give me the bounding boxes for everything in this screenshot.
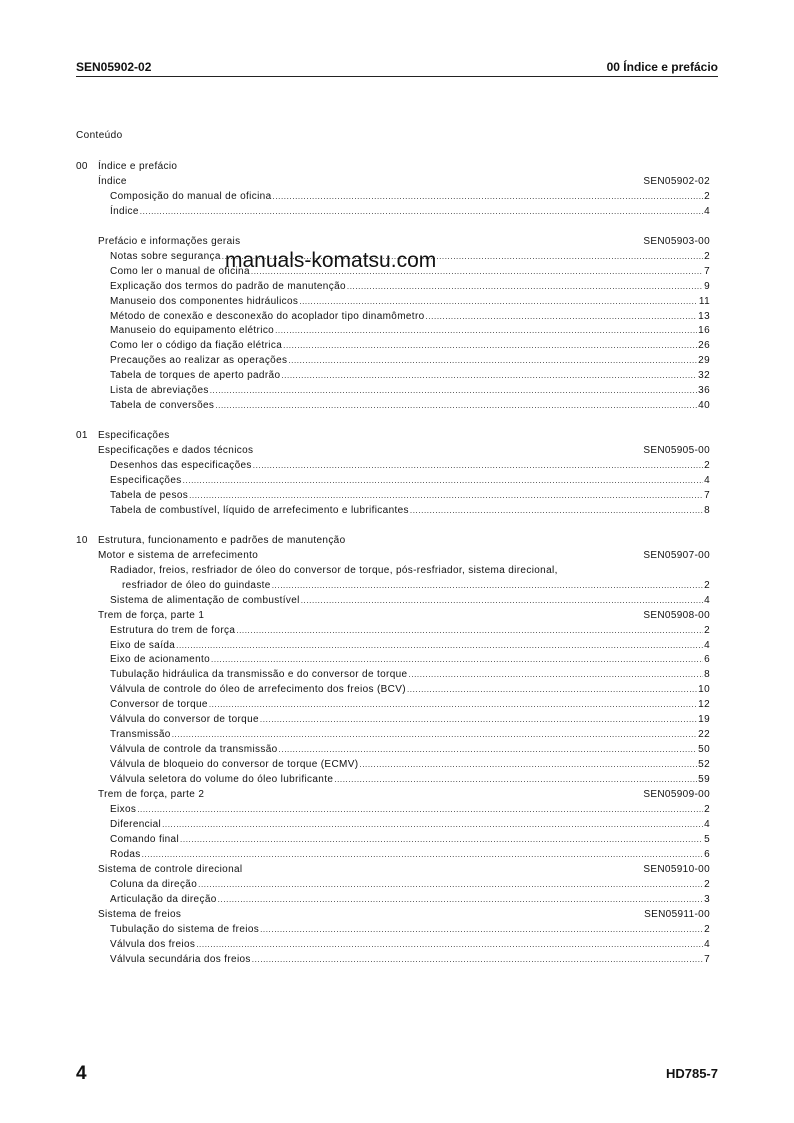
entry-title: Explicação dos termos do padrão de manutenção: [110, 280, 346, 292]
page-ref: 2: [704, 579, 710, 591]
section-number: 00: [76, 161, 88, 172]
dot-leader: [176, 639, 703, 654]
entry-title: Transmissão: [110, 729, 171, 741]
toc-entry[interactable]: [76, 818, 710, 833]
dot-leader: [279, 743, 698, 758]
entry-title: Desenhos das especificações: [110, 460, 252, 472]
toc-entry[interactable]: [76, 653, 710, 668]
section-title: 00 Índice e prefácio: [606, 60, 718, 74]
entry-title: Válvula dos freios: [110, 938, 196, 950]
toc-heading: [76, 429, 710, 444]
page-header: [76, 59, 718, 77]
entry-title: Válvula secundária dos freios: [110, 953, 251, 965]
model-name: HD785-7: [665, 1066, 718, 1081]
entry-title: Como ler o manual de oficina: [110, 265, 250, 277]
page-ref: 10: [698, 684, 710, 696]
dot-leader: [189, 489, 703, 504]
page-ref: 4: [704, 639, 710, 651]
toc-entry[interactable]: [76, 758, 710, 773]
page-ref: 4: [704, 938, 710, 950]
page-number: 4: [76, 1063, 87, 1084]
page-ref: 6: [704, 654, 710, 666]
toc-heading: [76, 549, 710, 564]
toc-entry[interactable]: [76, 354, 710, 369]
toc-entry[interactable]: [76, 205, 710, 220]
contents-title: Conteúdo: [76, 130, 123, 141]
blank-row: [76, 414, 710, 429]
dot-leader: [196, 938, 703, 953]
page-ref: 40: [698, 400, 710, 412]
toc-entry[interactable]: [76, 295, 710, 310]
doc-code-ref: SEN05903-00: [643, 235, 710, 247]
toc-entry[interactable]: [76, 280, 710, 295]
toc-entry[interactable]: [76, 953, 710, 968]
dot-leader: [215, 399, 697, 414]
dot-leader: [253, 459, 703, 474]
entry-title: Método de conexão e desconexão do acoplador tipo dinamômetro: [110, 310, 425, 322]
dot-leader: [142, 848, 703, 863]
page-ref: 4: [704, 475, 710, 487]
page-ref: 19: [698, 714, 710, 726]
page-ref: 3: [704, 893, 710, 905]
dot-leader: [236, 624, 703, 639]
dot-leader: [209, 698, 697, 713]
entry-title: Especificações e dados técnicos: [98, 445, 254, 457]
dot-leader: [260, 713, 697, 728]
entry-title: Índice: [98, 175, 127, 187]
dot-leader: [275, 324, 697, 339]
entry-title: Válvula de bloqueio do conversor de torque (ECMV): [110, 759, 359, 771]
dot-leader: [162, 818, 703, 833]
toc-entry[interactable]: [76, 683, 710, 698]
page-ref: 4: [704, 818, 710, 830]
toc-entry[interactable]: [76, 773, 710, 788]
toc-entry[interactable]: [76, 339, 710, 354]
page-ref: 7: [704, 265, 710, 277]
toc-entry[interactable]: [76, 399, 710, 414]
entry-title: resfriador de óleo do guindaste: [122, 579, 271, 591]
toc-entry[interactable]: [76, 893, 710, 908]
toc-entry[interactable]: [76, 803, 710, 818]
page-ref: 29: [698, 355, 710, 367]
dot-leader: [273, 190, 704, 205]
page-ref: 59: [698, 774, 710, 786]
entry-title: Válvula de controle do óleo de arrefecimento dos freios (BCV): [110, 684, 406, 696]
doc-code-ref: SEN05902-02: [643, 175, 710, 187]
toc-entry[interactable]: [76, 624, 710, 639]
page-ref: 2: [704, 460, 710, 472]
dot-leader: [172, 728, 697, 743]
entry-title: Eixo de saída: [110, 639, 176, 651]
entry-title: Rodas: [110, 848, 141, 860]
entry-title: Tubulação do sistema de freios: [110, 923, 260, 935]
doc-code-ref: SEN05909-00: [643, 789, 710, 801]
dot-leader: [198, 878, 703, 893]
dot-leader: [410, 504, 703, 519]
entry-title: Tubulação hidráulica da transmissão e do conversor de torque: [110, 669, 408, 681]
toc-entry[interactable]: [76, 743, 710, 758]
toc-entry[interactable]: [76, 848, 710, 863]
page-ref: 13: [698, 310, 710, 322]
entry-title: Como ler o código da fiação elétrica: [110, 340, 283, 352]
dot-leader: [272, 579, 703, 594]
doc-code-ref: SEN05910-00: [643, 863, 710, 875]
page-ref: 6: [704, 848, 710, 860]
toc-entry[interactable]: [76, 474, 710, 489]
entry-title: Trem de força, parte 2: [98, 789, 205, 801]
toc-heading: [76, 160, 710, 175]
dot-leader: [183, 474, 703, 489]
entry-title: Sistema de controle direcional: [98, 863, 243, 875]
entry-title: Eixos: [110, 803, 137, 815]
page-ref: 50: [698, 744, 710, 756]
toc-entry[interactable]: [76, 923, 710, 938]
toc-heading: [76, 908, 710, 923]
entry-title: Tabela de pesos: [110, 489, 189, 501]
toc-entry[interactable]: [76, 504, 710, 519]
dot-leader: [408, 668, 703, 683]
page-ref: 7: [704, 489, 710, 501]
toc-heading: [76, 175, 710, 190]
toc-entry[interactable]: [76, 489, 710, 504]
entry-title: Manuseio dos componentes hidráulicos: [110, 295, 299, 307]
toc-heading: [76, 235, 710, 250]
toc-entry[interactable]: [76, 728, 710, 743]
toc-entry[interactable]: [76, 310, 710, 325]
page-ref: 2: [704, 878, 710, 890]
page-ref: 16: [698, 325, 710, 337]
page-ref: 26: [698, 340, 710, 352]
toc-heading: [76, 863, 710, 878]
dot-leader: [137, 803, 703, 818]
dot-leader: [347, 280, 703, 295]
page-ref: 4: [704, 205, 710, 217]
doc-code: SEN05902-02: [76, 60, 152, 74]
entry-title: Lista de abreviações: [110, 385, 209, 397]
toc-entry[interactable]: [76, 878, 710, 893]
entry-title: Especificações: [98, 430, 170, 442]
toc-entry[interactable]: [76, 369, 710, 384]
dot-leader: [140, 205, 703, 220]
doc-code-ref: SEN05911-00: [644, 908, 710, 920]
dot-leader: [407, 683, 697, 698]
blank-row: [76, 220, 710, 235]
entry-title: Sistema de alimentação de combustível: [110, 594, 300, 606]
dot-leader: [218, 893, 703, 908]
dot-leader: [281, 369, 697, 384]
entry-title: Notas sobre segurança: [110, 250, 221, 262]
entry-title: Estrutura, funcionamento e padrões de manutenção: [98, 534, 346, 546]
entry-title: Sistema de freios: [98, 908, 182, 920]
page-ref: 5: [704, 833, 710, 845]
doc-code-ref: SEN05907-00: [643, 549, 710, 561]
dot-leader: [288, 354, 697, 369]
entry-title: Comando final: [110, 833, 180, 845]
dot-leader: [426, 310, 698, 325]
page-ref: 52: [698, 759, 710, 771]
entry-title: Válvula seletora do volume do óleo lubrificante: [110, 774, 334, 786]
page-ref: 36: [698, 385, 710, 397]
toc-entry[interactable]: [76, 384, 710, 399]
toc-entry[interactable]: [76, 324, 710, 339]
entry-title: Conversor de torque: [110, 699, 208, 711]
toc-entry[interactable]: [76, 833, 710, 848]
toc-heading: [76, 788, 710, 803]
section-number: 10: [76, 534, 88, 546]
page-ref: 2: [704, 624, 710, 636]
entry-title: Articulação da direção: [110, 893, 217, 905]
dot-leader: [283, 339, 697, 354]
page-ref: 7: [704, 953, 710, 965]
page-ref: 4: [704, 594, 710, 606]
entry-title: Manuseio do equipamento elétrico: [110, 325, 275, 337]
dot-leader: [211, 653, 703, 668]
entry-title: Motor e sistema de arrefecimento: [98, 549, 259, 561]
toc-entry[interactable]: [76, 938, 710, 953]
page-ref: 11: [698, 295, 710, 307]
entry-title: Tabela de conversões: [110, 400, 215, 412]
entry-title: Diferencial: [110, 818, 162, 830]
page-ref: 8: [704, 669, 710, 681]
toc-heading: [76, 534, 710, 549]
page-ref: 8: [704, 504, 710, 516]
toc-heading: [76, 609, 710, 624]
entry-title: Precauções ao realizar as operações: [110, 355, 288, 367]
dot-leader: [252, 953, 703, 968]
toc-entry[interactable]: [76, 713, 710, 728]
toc-entry[interactable]: [76, 668, 710, 683]
blank-row: [76, 519, 710, 534]
entry-title: Índice: [110, 205, 139, 217]
dot-leader: [334, 773, 697, 788]
entry-title: Tabela de combustível, líquido de arrefecimento e lubrificantes: [110, 504, 409, 516]
dot-leader: [301, 594, 703, 609]
toc-entry[interactable]: [76, 594, 710, 609]
doc-code-ref: SEN05908-00: [643, 609, 710, 621]
entry-title: Prefácio e informações gerais: [98, 235, 241, 247]
toc-heading: [76, 444, 710, 459]
page-ref: 2: [704, 250, 710, 262]
entry-title: Válvula do conversor de torque: [110, 714, 259, 726]
watermark: manuals-komatsu.com: [225, 249, 437, 272]
table-of-contents: [76, 160, 710, 967]
section-number: 01: [76, 430, 88, 442]
doc-code-ref: SEN05905-00: [643, 445, 710, 457]
dot-leader: [180, 833, 703, 848]
entry-title: Coluna da direção: [110, 878, 198, 890]
dot-leader: [359, 758, 697, 773]
toc-entry[interactable]: [76, 459, 710, 474]
page-ref: 12: [698, 699, 710, 711]
page-ref: 22: [698, 729, 710, 741]
entry-title: Eixo de acionamento: [110, 654, 211, 666]
dot-leader: [260, 923, 703, 938]
toc-heading: [76, 564, 710, 579]
toc-entry[interactable]: [76, 698, 710, 713]
page-ref: 9: [704, 280, 710, 292]
entry-title: Índice e prefácio: [98, 161, 178, 172]
entry-title: Válvula de controle da transmissão: [110, 744, 278, 756]
toc-entry[interactable]: [76, 639, 710, 654]
entry-title: Tabela de torques de aperto padrão: [110, 370, 281, 382]
page-ref: 32: [698, 370, 710, 382]
entry-title: Radiador, freios, resfriador de óleo do conversor de torque, pós-resfriador, sistema direcional,: [110, 564, 558, 576]
page-ref: 2: [704, 923, 710, 935]
entry-title: Estrutura do trem de força: [110, 624, 236, 636]
dot-leader: [299, 295, 698, 310]
entry-title: Trem de força, parte 1: [98, 609, 205, 621]
page-ref: 2: [704, 190, 710, 202]
entry-title: Composição do manual de oficina: [110, 190, 272, 202]
entry-title: Especificações: [110, 475, 182, 487]
toc-entry[interactable]: [76, 190, 710, 205]
dot-leader: [210, 384, 697, 399]
toc-entry[interactable]: [76, 579, 710, 594]
page-ref: 2: [704, 803, 710, 815]
